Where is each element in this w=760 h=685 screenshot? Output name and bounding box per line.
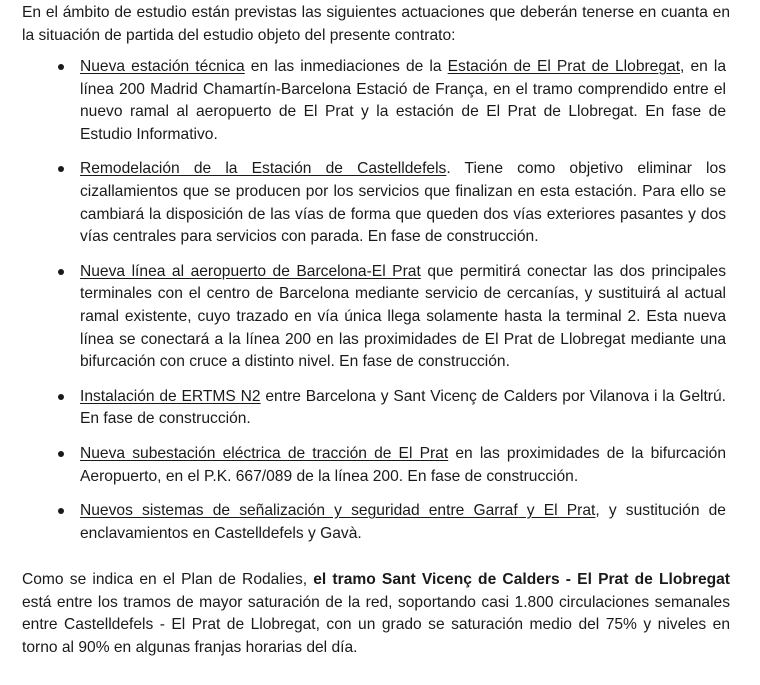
closing-text-continued: está entre los tramos de mayor saturación de la red, soportando casi 1.800 circulaciones semanales entre Castelldefels - El Prat de Llobregat, con un grado se saturación medio del 75% y niveles en torno al 90% en algunas franjas horarias del día.: [22, 593, 730, 656]
item-title: Remodelación de la Estación de Castelldefels: [80, 160, 447, 178]
item-station-reference: Estación de El Prat de Llobregat: [447, 58, 681, 75]
item-title: Nueva estación técnica: [80, 58, 245, 75]
item-text: entre Barcelona y Sant Vicenç de Calders por Vilanova i la Geltrú. En fase de construcción.: [80, 387, 726, 428]
bullet-icon: [58, 394, 64, 400]
list-item-subestacion-electrica: [0, 443, 726, 488]
list-item-senalizacion-seguridad: [0, 500, 726, 545]
bullet-icon: [58, 508, 64, 514]
list-item-nueva-estacion-tecnica: [0, 56, 726, 146]
bullet-icon: [58, 269, 64, 275]
item-text: en las proximidades de la bifurcación Aeropuerto, en el P.K. 667/089 de la línea 200. En fase de construcción.: [80, 444, 727, 485]
item-text: en las inmediaciones de la: [244, 58, 448, 75]
item-text: . Tiene como objetivo eliminar los cizallamientos que se producen por los servicios que finalizan en esta estación. Para ello se cambiará la disposición de las vías de forma que queden dos vías exteriores pasantes y dos vías centrales para servicios con parada. En fase de construcción.: [80, 160, 726, 246]
bullet-icon: [58, 64, 64, 70]
list-item-nueva-linea-aeropuerto: [0, 261, 726, 374]
item-text-continued: , en la línea 200 Madrid Chamartín-Barcelona Estació de França, en el tramo comprendido entre el nuevo ramal al aeropuerto de El Prat y la estación de El Prat de Llobregat. En fase de Estudio Informativo.: [80, 58, 727, 143]
item-title: Instalación de ERTMS N2: [80, 387, 261, 405]
list-item-remodelacion-castelldefels: [0, 158, 726, 248]
closing-text: Como se indica en el Plan de Rodalies,: [22, 571, 314, 588]
item-title: Nueva línea al aeropuerto de Barcelona-El Prat: [80, 262, 421, 280]
item-text: , y sustitución de enclavamientos en Castelldefels y Gavà.: [80, 502, 726, 542]
list-item-ertms-n2: [0, 386, 726, 431]
closing-highlight: el tramo Sant Vicenç de Calders - El Prat de Llobregat: [313, 571, 731, 588]
item-text: que permitirá conectar las dos principales terminales con el centro de Barcelona mediante servicio de cercanías, y sustituirá al actual ramal existente, cuyo trazado en vía única llega solamente hasta la terminal 2. Esta nueva línea se conectará a la línea 200 en las proximidades de El Prat de Llobregat mediante una bifurcación con cruce a distinto nivel. En fase de construcción.: [80, 262, 727, 371]
closing-paragraph: [22, 569, 730, 659]
intro-paragraph: En el ámbito de estudio están previstas las siguientes actuaciones que deberán tenerse en cuanta en la situación de partida del estudio objeto del presente contrato:: [22, 4, 730, 44]
actions-list: [0, 56, 760, 557]
bullet-icon: [58, 451, 64, 457]
item-title: Nueva subestación eléctrica de tracción de El Prat: [80, 444, 449, 462]
bullet-icon: [58, 166, 64, 172]
item-title: Nuevos sistemas de señalización y seguridad entre Garraf y El Prat: [80, 502, 596, 520]
